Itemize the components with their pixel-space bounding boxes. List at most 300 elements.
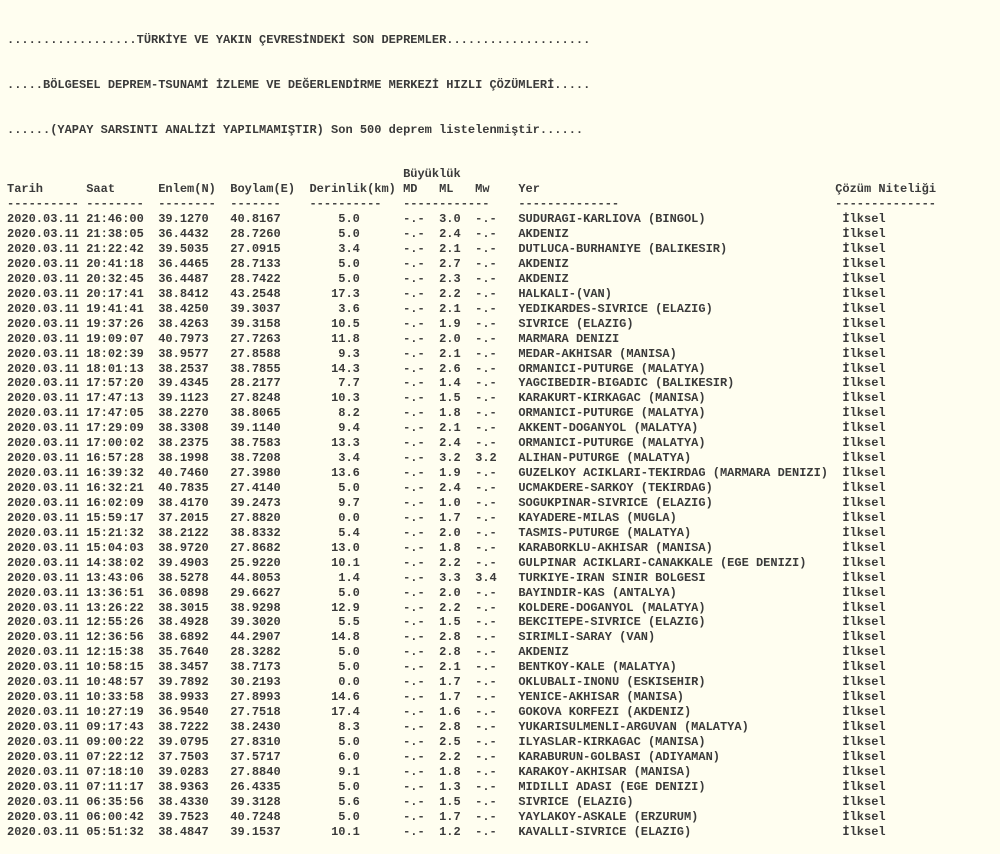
earthquake-row	[7, 347, 1000, 362]
cell-mw: 3.2	[475, 451, 519, 466]
cell-ml: 1.7	[439, 675, 476, 690]
cell-mw: -.-	[475, 212, 519, 227]
cell-longitude: 27.8310	[230, 734, 310, 749]
cell-mw: -.-	[475, 316, 519, 331]
earthquake-row	[7, 406, 1000, 421]
cell-longitude: 38.8065	[230, 406, 310, 421]
column-separator: --------	[86, 197, 159, 212]
cell-latitude: 38.9933	[158, 690, 231, 705]
cell-longitude: 40.8167	[230, 212, 310, 227]
cell-latitude: 39.7523	[158, 809, 231, 824]
cell-depth: 10.1	[309, 555, 404, 570]
cell-ml: 2.4	[439, 481, 476, 495]
column-separator: --------------	[835, 197, 936, 212]
cell-time: 10:48:57	[86, 675, 159, 690]
cell-place: KAYADERE-MILAS (MUGLA)	[518, 510, 843, 525]
cell-quality: İlksel	[842, 720, 886, 734]
cell-depth: 14.8	[309, 630, 404, 645]
cell-longitude: 38.7855	[230, 361, 310, 376]
cell-ml: 2.1	[439, 242, 476, 256]
earthquake-row	[7, 675, 1000, 690]
cell-longitude: 27.4140	[230, 481, 310, 495]
cell-latitude: 35.7640	[158, 645, 231, 660]
cell-mw: -.-	[475, 824, 519, 839]
cell-latitude: 37.7503	[158, 749, 231, 764]
cell-ml: 1.7	[439, 690, 476, 705]
cell-mw: -.-	[475, 481, 519, 495]
earthquake-row	[7, 227, 1000, 242]
earthquake-row	[7, 287, 1000, 302]
cell-longitude: 43.2548	[230, 286, 310, 301]
cell-longitude: 27.8682	[230, 540, 310, 555]
cell-latitude: 39.0795	[158, 734, 231, 749]
cell-quality: İlksel	[842, 675, 886, 690]
cell-md: -.-	[403, 809, 440, 824]
cell-latitude: 38.7222	[158, 720, 231, 734]
cell-latitude: 36.9540	[158, 705, 231, 720]
cell-ml: 1.8	[439, 540, 476, 555]
cell-latitude: 39.1270	[158, 212, 231, 227]
cell-ml: 1.4	[439, 376, 476, 391]
cell-depth: 8.2	[309, 406, 404, 421]
earthquake-row	[7, 526, 1000, 541]
cell-place: BEKCITEPE-SIVRICE (ELAZIG)	[518, 615, 843, 630]
cell-depth: 9.4	[309, 421, 404, 436]
cell-depth: 5.0	[309, 660, 404, 675]
cell-ml: 2.8	[439, 645, 476, 660]
cell-place: ORMANICI-PUTURGE (MALATYA)	[518, 361, 843, 376]
cell-md: -.-	[403, 824, 440, 839]
cell-date: 2020.03.11	[7, 256, 87, 271]
earthquake-row	[7, 765, 1000, 780]
cell-longitude: 27.8820	[230, 510, 310, 525]
cell-quality: İlksel	[842, 555, 886, 570]
cell-latitude: 38.1998	[158, 451, 231, 466]
cell-date: 2020.03.11	[7, 525, 87, 540]
cell-md: -.-	[403, 630, 440, 645]
earthquake-row	[7, 496, 1000, 511]
cell-latitude: 39.7892	[158, 675, 231, 690]
cell-latitude: 38.2375	[158, 436, 231, 451]
cell-latitude: 38.9720	[158, 540, 231, 555]
cell-latitude: 38.3015	[158, 600, 231, 615]
cell-quality: İlksel	[842, 794, 886, 809]
cell-ml: 2.3	[439, 271, 476, 286]
cell-md: -.-	[403, 645, 440, 660]
cell-longitude: 27.8993	[230, 690, 310, 705]
cell-latitude: 38.5278	[158, 570, 231, 585]
earthquake-row	[7, 556, 1000, 571]
cell-md: -.-	[403, 212, 440, 227]
cell-date: 2020.03.11	[7, 331, 87, 346]
cell-mw: -.-	[475, 675, 519, 690]
cell-depth: 9.3	[309, 346, 404, 361]
cell-date: 2020.03.11	[7, 301, 87, 316]
cell-quality: İlksel	[842, 540, 886, 555]
earthquake-row	[7, 645, 1000, 660]
cell-latitude: 36.4465	[158, 256, 231, 271]
cell-quality: İlksel	[842, 256, 886, 271]
cell-place: TASMIS-PUTURGE (MALATYA)	[518, 525, 843, 540]
cell-time: 15:59:17	[86, 510, 159, 525]
cell-place: MEDAR-AKHISAR (MANISA)	[518, 346, 843, 361]
cell-place: AKDENIZ	[518, 256, 843, 271]
column-header-row	[7, 182, 1000, 197]
cell-place: SOGUKPINAR-SIVRICE (ELAZIG)	[518, 495, 843, 510]
cell-longitude: 28.7422	[230, 271, 310, 286]
cell-place: KARABURUN-GOLBASI (ADIYAMAN)	[518, 749, 843, 764]
cell-longitude: 39.2473	[230, 495, 310, 510]
cell-depth: 10.1	[309, 824, 404, 839]
cell-ml: 1.7	[439, 809, 476, 824]
earthquake-row	[7, 795, 1000, 810]
cell-date: 2020.03.11	[7, 436, 87, 451]
cell-ml: 2.0	[439, 331, 476, 346]
cell-time: 07:18:10	[86, 764, 159, 779]
cell-date: 2020.03.11	[7, 705, 87, 720]
earthquake-row	[7, 302, 1000, 317]
cell-quality: İlksel	[842, 705, 886, 720]
cell-md: -.-	[403, 495, 440, 510]
cell-mw: -.-	[475, 540, 519, 555]
cell-latitude: 38.2537	[158, 361, 231, 376]
cell-mw: -.-	[475, 271, 519, 286]
cell-time: 17:47:13	[86, 391, 159, 406]
cell-time: 21:38:05	[86, 227, 159, 242]
page-note: ......(YAPAY SARSINTI ANALİZİ YAPILMAMIŞTIR) Son 500 deprem listelenmiştir......	[7, 122, 584, 137]
cell-mw: -.-	[475, 331, 519, 346]
earthquake-row	[7, 317, 1000, 332]
cell-depth: 5.0	[309, 271, 404, 286]
cell-date: 2020.03.11	[7, 630, 87, 645]
cell-mw: -.-	[475, 391, 519, 406]
cell-time: 12:55:26	[86, 615, 159, 630]
cell-date: 2020.03.11	[7, 376, 87, 391]
cell-ml: 2.2	[439, 286, 476, 301]
cell-quality: İlksel	[842, 346, 886, 361]
cell-md: -.-	[403, 570, 440, 585]
cell-md: -.-	[403, 749, 440, 764]
cell-md: -.-	[403, 406, 440, 421]
cell-latitude: 38.4170	[158, 495, 231, 510]
column-separator: ----------	[7, 197, 87, 212]
earthquake-row	[7, 451, 1000, 466]
cell-depth: 13.3	[309, 436, 404, 451]
cell-time: 10:58:15	[86, 660, 159, 675]
earthquake-row	[7, 212, 1000, 227]
cell-depth: 3.6	[309, 301, 404, 316]
earthquake-row	[7, 436, 1000, 451]
earthquake-row	[7, 690, 1000, 705]
cell-time: 18:02:39	[86, 346, 159, 361]
earthquake-row	[7, 257, 1000, 272]
cell-time: 16:57:28	[86, 451, 159, 466]
cell-depth: 13.0	[309, 540, 404, 555]
cell-time: 20:17:41	[86, 286, 159, 301]
cell-place: BENTKOY-KALE (MALATYA)	[518, 660, 843, 675]
cell-mw: -.-	[475, 645, 519, 660]
magnitude-group-row	[7, 167, 1000, 182]
cell-place: KARABORKLU-AKHISAR (MANISA)	[518, 540, 843, 555]
column-separator: ------------	[403, 197, 519, 212]
cell-longitude: 30.2193	[230, 675, 310, 690]
cell-mw: -.-	[475, 705, 519, 720]
cell-time: 16:39:32	[86, 466, 159, 481]
cell-longitude: 27.7518	[230, 705, 310, 720]
cell-time: 07:11:17	[86, 779, 159, 794]
cell-ml: 1.3	[439, 779, 476, 794]
cell-quality: İlksel	[842, 212, 886, 227]
cell-place: MIDILLI ADASI (EGE DENIZI)	[518, 779, 843, 794]
cell-ml: 2.1	[439, 346, 476, 361]
cell-longitude: 38.7173	[230, 660, 310, 675]
cell-date: 2020.03.11	[7, 451, 87, 466]
cell-mw: -.-	[475, 286, 519, 301]
cell-md: -.-	[403, 720, 440, 734]
cell-quality: İlksel	[842, 466, 886, 481]
cell-depth: 7.7	[309, 376, 404, 391]
cell-depth: 11.8	[309, 331, 404, 346]
cell-time: 15:21:32	[86, 525, 159, 540]
cell-date: 2020.03.11	[7, 227, 87, 242]
cell-time: 09:00:22	[86, 734, 159, 749]
cell-date: 2020.03.11	[7, 615, 87, 630]
cell-place: KARAKURT-KIRKAGAC (MANISA)	[518, 391, 843, 406]
cell-longitude: 28.7133	[230, 256, 310, 271]
earthquake-row	[7, 601, 1000, 616]
cell-date: 2020.03.11	[7, 316, 87, 331]
cell-quality: İlksel	[842, 510, 886, 525]
cell-date: 2020.03.11	[7, 675, 87, 690]
cell-md: -.-	[403, 585, 440, 600]
cell-ml: 1.8	[439, 764, 476, 779]
cell-md: -.-	[403, 451, 440, 466]
cell-ml: 3.2	[439, 451, 476, 466]
cell-longitude: 27.3980	[230, 466, 310, 481]
cell-mw: -.-	[475, 794, 519, 809]
earthquake-row	[7, 735, 1000, 750]
cell-depth: 5.0	[309, 212, 404, 227]
cell-time: 07:22:12	[86, 749, 159, 764]
cell-ml: 1.0	[439, 495, 476, 510]
cell-quality: İlksel	[842, 585, 886, 600]
cell-place: MARMARA DENIZI	[518, 331, 843, 346]
cell-mw: -.-	[475, 720, 519, 734]
cell-quality: İlksel	[842, 630, 886, 645]
column-header-yer: Yer	[518, 182, 836, 197]
column-header-ml: ML	[439, 182, 476, 197]
cell-longitude: 39.3037	[230, 301, 310, 316]
magnitude-group-label: Büyüklük	[7, 167, 461, 182]
cell-place: YEDIKARDES-SIVRICE (ELAZIG)	[518, 301, 843, 316]
cell-date: 2020.03.11	[7, 794, 87, 809]
cell-latitude: 38.9363	[158, 779, 231, 794]
cell-latitude: 38.2122	[158, 525, 231, 540]
cell-place: SIRIMLI-SARAY (VAN)	[518, 630, 843, 645]
cell-ml: 2.1	[439, 301, 476, 316]
earthquake-row	[7, 391, 1000, 406]
cell-longitude: 44.2907	[230, 630, 310, 645]
column-header-md: MD	[403, 182, 440, 197]
cell-date: 2020.03.11	[7, 421, 87, 436]
cell-ml: 1.5	[439, 391, 476, 406]
cell-date: 2020.03.11	[7, 242, 87, 256]
cell-mw: -.-	[475, 227, 519, 242]
column-header-saat: Saat	[86, 182, 159, 197]
cell-date: 2020.03.11	[7, 361, 87, 376]
cell-ml: 1.9	[439, 316, 476, 331]
cell-longitude: 38.7583	[230, 436, 310, 451]
cell-date: 2020.03.11	[7, 391, 87, 406]
cell-mw: -.-	[475, 376, 519, 391]
earthquake-row	[7, 780, 1000, 795]
cell-mw: 3.4	[475, 570, 519, 585]
cell-place: KARAKOY-AKHISAR (MANISA)	[518, 764, 843, 779]
cell-latitude: 39.0283	[158, 764, 231, 779]
cell-md: -.-	[403, 316, 440, 331]
cell-md: -.-	[403, 376, 440, 391]
column-separator: -------	[230, 197, 310, 212]
cell-date: 2020.03.11	[7, 779, 87, 794]
earthquake-row	[7, 541, 1000, 556]
column-header-boylam: Boylam(E)	[230, 182, 310, 197]
cell-time: 16:32:21	[86, 481, 159, 495]
cell-depth: 5.6	[309, 794, 404, 809]
cell-longitude: 25.9220	[230, 555, 310, 570]
cell-latitude: 38.3308	[158, 421, 231, 436]
cell-quality: İlksel	[842, 764, 886, 779]
cell-date: 2020.03.11	[7, 555, 87, 570]
cell-md: -.-	[403, 227, 440, 242]
cell-time: 17:47:05	[86, 406, 159, 421]
cell-place: DUTLUCA-BURHANIYE (BALIKESIR)	[518, 242, 843, 256]
cell-ml: 2.7	[439, 256, 476, 271]
cell-date: 2020.03.11	[7, 809, 87, 824]
cell-quality: İlksel	[842, 481, 886, 495]
cell-depth: 5.0	[309, 227, 404, 242]
cell-ml: 2.2	[439, 749, 476, 764]
cell-time: 12:36:56	[86, 630, 159, 645]
cell-depth: 3.4	[309, 451, 404, 466]
cell-date: 2020.03.11	[7, 734, 87, 749]
cell-mw: -.-	[475, 555, 519, 570]
cell-latitude: 38.9577	[158, 346, 231, 361]
cell-quality: İlksel	[842, 421, 886, 436]
earthquake-row	[7, 481, 1000, 496]
cell-ml: 2.1	[439, 421, 476, 436]
cell-place: KAVALLI-SIVRICE (ELAZIG)	[518, 824, 843, 839]
cell-md: -.-	[403, 675, 440, 690]
cell-mw: -.-	[475, 242, 519, 256]
cell-depth: 14.3	[309, 361, 404, 376]
cell-longitude: 39.1537	[230, 824, 310, 839]
cell-quality: İlksel	[842, 301, 886, 316]
cell-longitude: 44.8053	[230, 570, 310, 585]
column-separator: --------	[158, 197, 231, 212]
cell-depth: 0.0	[309, 510, 404, 525]
cell-depth: 0.0	[309, 675, 404, 690]
cell-date: 2020.03.11	[7, 585, 87, 600]
cell-date: 2020.03.11	[7, 749, 87, 764]
cell-time: 19:37:26	[86, 316, 159, 331]
cell-place: YUKARISULMENLI-ARGUVAN (MALATYA)	[518, 720, 843, 734]
column-separator-row	[7, 197, 1000, 212]
cell-place: UCMAKDERE-SARKOY (TEKIRDAG)	[518, 481, 843, 495]
cell-md: -.-	[403, 271, 440, 286]
cell-mw: -.-	[475, 301, 519, 316]
cell-quality: İlksel	[842, 316, 886, 331]
cell-latitude: 39.5035	[158, 242, 231, 256]
earthquake-row	[7, 660, 1000, 675]
cell-place: OKLUBALI-INONU (ESKISEHIR)	[518, 675, 843, 690]
cell-depth: 5.0	[309, 256, 404, 271]
column-header-enlem: Enlem(N)	[158, 182, 231, 197]
cell-depth: 12.9	[309, 600, 404, 615]
cell-ml: 1.5	[439, 615, 476, 630]
cell-date: 2020.03.11	[7, 212, 87, 227]
cell-quality: İlksel	[842, 436, 886, 451]
cell-quality: İlksel	[842, 779, 886, 794]
earthquake-row	[7, 511, 1000, 526]
cell-md: -.-	[403, 242, 440, 256]
cell-time: 21:46:00	[86, 212, 159, 227]
cell-ml: 2.2	[439, 555, 476, 570]
cell-ml: 2.4	[439, 227, 476, 242]
cell-mw: -.-	[475, 525, 519, 540]
cell-date: 2020.03.11	[7, 764, 87, 779]
cell-time: 18:01:13	[86, 361, 159, 376]
earthquake-table	[7, 167, 1000, 839]
cell-depth: 10.3	[309, 391, 404, 406]
cell-place: ORMANICI-PUTURGE (MALATYA)	[518, 436, 843, 451]
cell-mw: -.-	[475, 495, 519, 510]
cell-ml: 2.4	[439, 436, 476, 451]
cell-time: 14:38:02	[86, 555, 159, 570]
cell-time: 13:36:51	[86, 585, 159, 600]
cell-md: -.-	[403, 600, 440, 615]
cell-mw: -.-	[475, 734, 519, 749]
cell-latitude: 38.6892	[158, 630, 231, 645]
cell-md: -.-	[403, 436, 440, 451]
cell-ml: 2.2	[439, 600, 476, 615]
cell-ml: 1.7	[439, 510, 476, 525]
cell-depth: 17.3	[309, 286, 404, 301]
cell-quality: İlksel	[842, 824, 886, 839]
cell-depth: 8.3	[309, 720, 404, 734]
cell-longitude: 40.7248	[230, 809, 310, 824]
cell-date: 2020.03.11	[7, 540, 87, 555]
cell-longitude: 27.8588	[230, 346, 310, 361]
cell-md: -.-	[403, 555, 440, 570]
cell-mw: -.-	[475, 690, 519, 705]
cell-time: 16:02:09	[86, 495, 159, 510]
cell-time: 10:27:19	[86, 705, 159, 720]
cell-latitude: 38.4263	[158, 316, 231, 331]
cell-md: -.-	[403, 361, 440, 376]
cell-date: 2020.03.11	[7, 690, 87, 705]
column-header-cozum-niteligi: Çözüm Niteliği	[835, 182, 937, 197]
cell-quality: İlksel	[842, 615, 886, 630]
cell-date: 2020.03.11	[7, 495, 87, 510]
cell-ml: 1.5	[439, 794, 476, 809]
cell-quality: İlksel	[842, 660, 886, 675]
cell-date: 2020.03.11	[7, 286, 87, 301]
cell-ml: 2.5	[439, 734, 476, 749]
cell-quality: İlksel	[842, 749, 886, 764]
cell-place: SIVRICE (ELAZIG)	[518, 316, 843, 331]
cell-md: -.-	[403, 421, 440, 436]
cell-md: -.-	[403, 764, 440, 779]
